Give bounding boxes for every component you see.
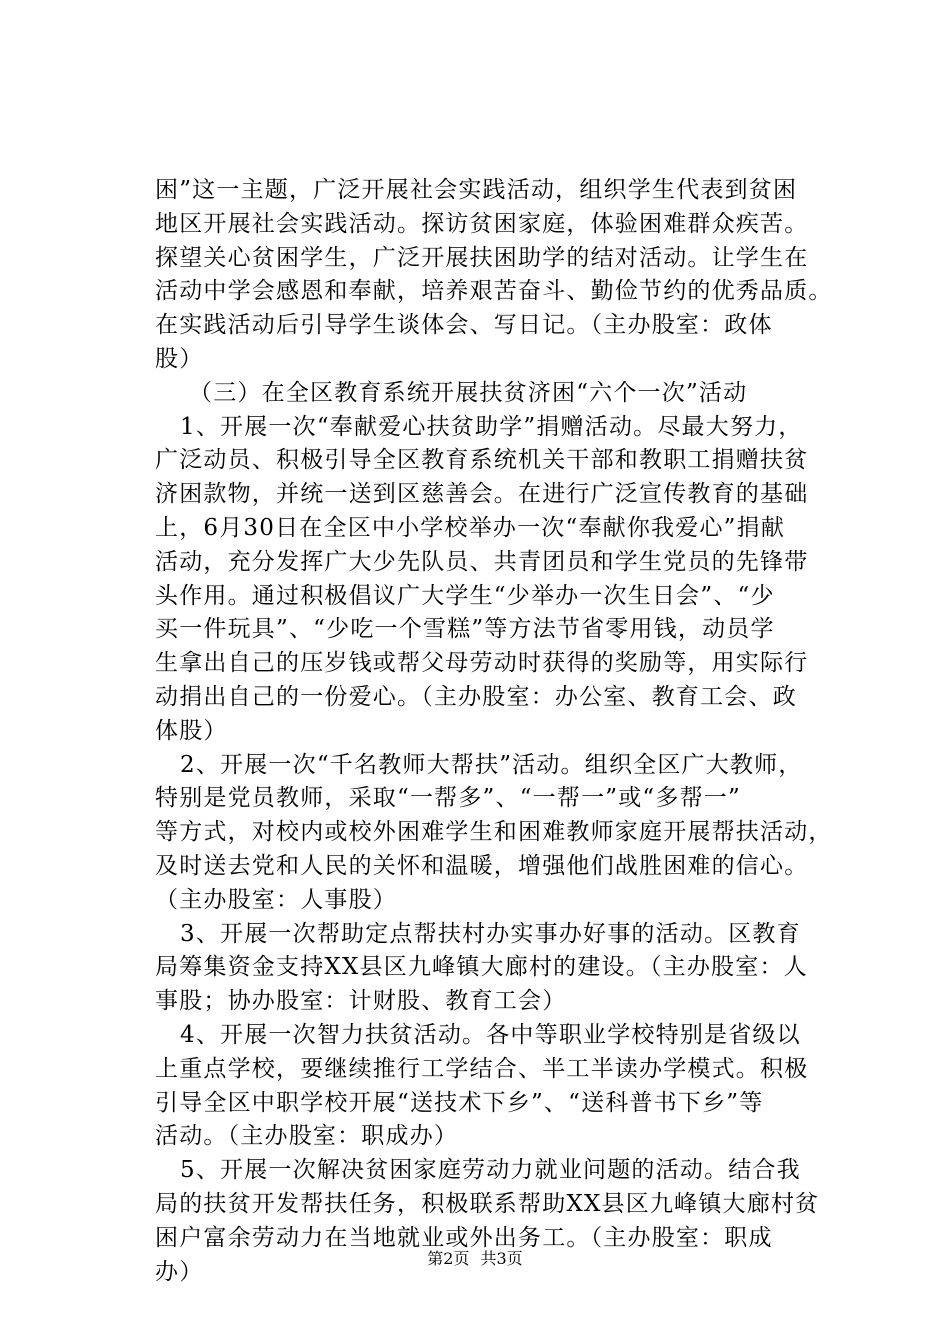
text-line: 活动，充分发挥广大少先队员、共青团员和学生党员的先锋带	[155, 548, 809, 575]
text-line: 济困款物，并统一送到区慈善会。在进行广泛宣传教育的基础	[155, 481, 809, 508]
text-line: 事股；协办股室：计财股、教育工会）	[155, 988, 567, 1015]
text-line: 动捐出自己的一份爱心。（主办股室：办公室、教育工会、政	[155, 683, 797, 710]
text-line: 4、开展一次智力扶贫活动。各中等职业学校特别是省级以	[180, 1021, 801, 1048]
text-line: 局的扶贫开发帮扶任务，积极联系帮助XX县区九峰镇大廊村贫	[155, 1190, 820, 1217]
text-line: 5、开展一次解决贫困家庭劳动力就业问题的活动。结合我	[180, 1157, 801, 1184]
text-line: 体股）	[155, 717, 228, 744]
page-total: 共3页	[480, 1249, 523, 1268]
text-line: 2、开展一次“千名教师大帮扶”活动。组织全区广大教师，	[180, 751, 803, 778]
text-line: 活动中学会感恩和奉献，培养艰苦奋斗、勤俭节约的优秀品质。	[155, 278, 833, 305]
text-line: 活动。（主办股室：职成办）	[155, 1123, 459, 1150]
text-line: 上，6月30日在全区中小学校举办一次“奉献你我爱心”捐献	[155, 514, 786, 541]
page-footer	[0, 1246, 950, 1269]
text-line: 等方式，对校内或校外困难学生和困难教师家庭开展帮扶活动，	[155, 819, 833, 846]
text-line: （主办股室：人事股）	[155, 886, 397, 913]
text-line: 3、开展一次帮助定点帮扶村办实事办好事的活动。区教育	[180, 920, 801, 947]
text-line: 困户富余劳动力在当地就业或外出务工。（主办股室：职成	[155, 1224, 773, 1251]
text-line: 股）	[155, 345, 204, 372]
text-line: 在实践活动后引导学生谈体会、写日记。（主办股室：政体	[155, 312, 773, 339]
text-line: 办）	[155, 1258, 204, 1285]
text-line: 生拿出自己的压岁钱或帮父母劳动时获得的奖励等，用实际行	[155, 650, 809, 677]
page-number: 第2页	[427, 1249, 470, 1268]
section-heading: （三）在全区教育系统开展扶贫济困“六个一次”活动	[189, 379, 748, 406]
text-line: 1、开展一次“奉献爱心扶贫助学”捐赠活动。尽最大努力，	[180, 413, 803, 440]
text-line: 特别是党员教师，采取“一帮多”、“一帮一”或“多帮一”	[155, 785, 741, 812]
document-body	[155, 174, 833, 1289]
text-line: 局筹集资金支持XX县区九峰镇大廊村的建设。（主办股室：人	[155, 954, 808, 981]
text-line: 引导全区中职学校开展“送技术下乡”、“送科普书下乡”等	[155, 1089, 764, 1116]
text-line: 头作用。通过积极倡议广大学生“少举办一次生日会”、“少	[155, 582, 775, 609]
text-line: 广泛动员、积极引导全区教育系统机关干部和教职工捐赠扶贫	[155, 447, 809, 474]
text-line: 及时送去党和人民的关怀和温暖，增强他们战胜困难的信心。	[155, 852, 809, 879]
text-line: 上重点学校，要继续推行工学结合、半工半读办学模式。积极	[155, 1055, 809, 1082]
text-line: 困”这一主题，广泛开展社会实践活动，组织学生代表到贫困	[155, 177, 798, 203]
text-line: 地区开展社会实践活动。探访贫困家庭，体验困难群众疾苦。	[155, 210, 809, 237]
text-line: 探望关心贫困学生，广泛开展扶困助学的结对活动。让学生在	[155, 244, 809, 271]
text-line: 买一件玩具”、“少吃一个雪糕”等方法节省零用钱，动员学	[155, 616, 775, 643]
